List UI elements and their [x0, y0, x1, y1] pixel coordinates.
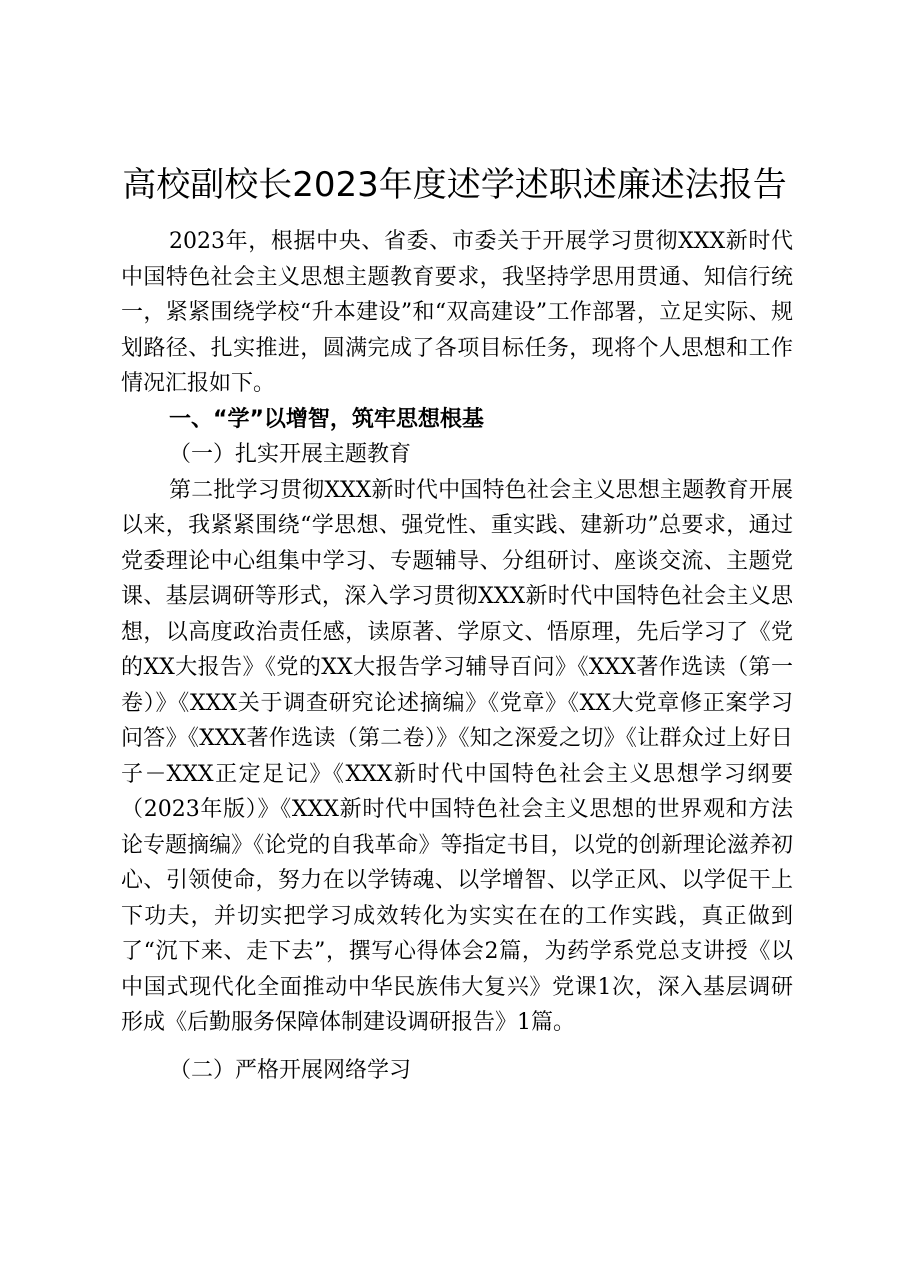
- subsection-heading-1: （一）扎实开展主题教育: [169, 442, 412, 467]
- document-title: 高校副校长2023年度述学述职述廉述法报告: [122, 165, 787, 205]
- section-heading-1: 一、“学”以增智，筑牢思想根基: [169, 406, 484, 432]
- subsection-heading-2: （二）严格开展网络学习: [169, 1057, 412, 1083]
- intro-paragraph: 2023年，根据中央、省委、市委关于开展学习贯彻XXX新时代中国特色社会主义思想主题教育要求，我坚持学思用贯通、知信行统一，紧紧围绕学校“升本建设”和“双高建设”工作部署，立足实际、规划路径、扎实推进，圆满完成了各项目标任务，现将个人思想和工作情况汇报如下。: [121, 229, 793, 396]
- subsection-paragraph-1: 第二批学习贯彻XXX新时代中国特色社会主义思想主题教育开展以来，我紧紧围绕“学思想、强党性、重实践、建新功”总要求，通过党委理论中心组集中学习、专题辅导、分组研讨、座谈交流、主题党课、基层调研等形式，深入学习贯彻XXX新时代中国特色社会主义思想，以高度政治责任感，读原著、学原文、悟原理，先后学习了《党的XX大报告》《党的XX大报告学习辅导百问》《XXX著作选读（第一卷）》《XXX关于调查研究论述摘编》《党章》《XX大党章修正案学习问答》《XXX著作选读（第二卷）》《知之深爱之切》《让群众过上好日子－XXX正定足记》《XXX新时代中国特色社会主义思想学习纲要（2023年版）》《XXX新时代中国特色社会主义思想的世界观和方法论专题摘编》《论党的自我革命》等指定书目，以党的创新理论滋养初心、引领使命，努力在以学铸魂、以学增智、以学正风、以学促干上下功夫，并切实把学习成效转化为实实在在的工作实践，真正做到了“沉下来、走下去”，撰写心得体会2篇，为药学系党总支讲授《以中国式现代化全面推动中华民族伟大复兴》党课1次，深入基层调研形成《后勤服务保障体制建设调研报告》1篇。: [121, 477, 793, 1035]
- document-body: [121, 224, 793, 1088]
